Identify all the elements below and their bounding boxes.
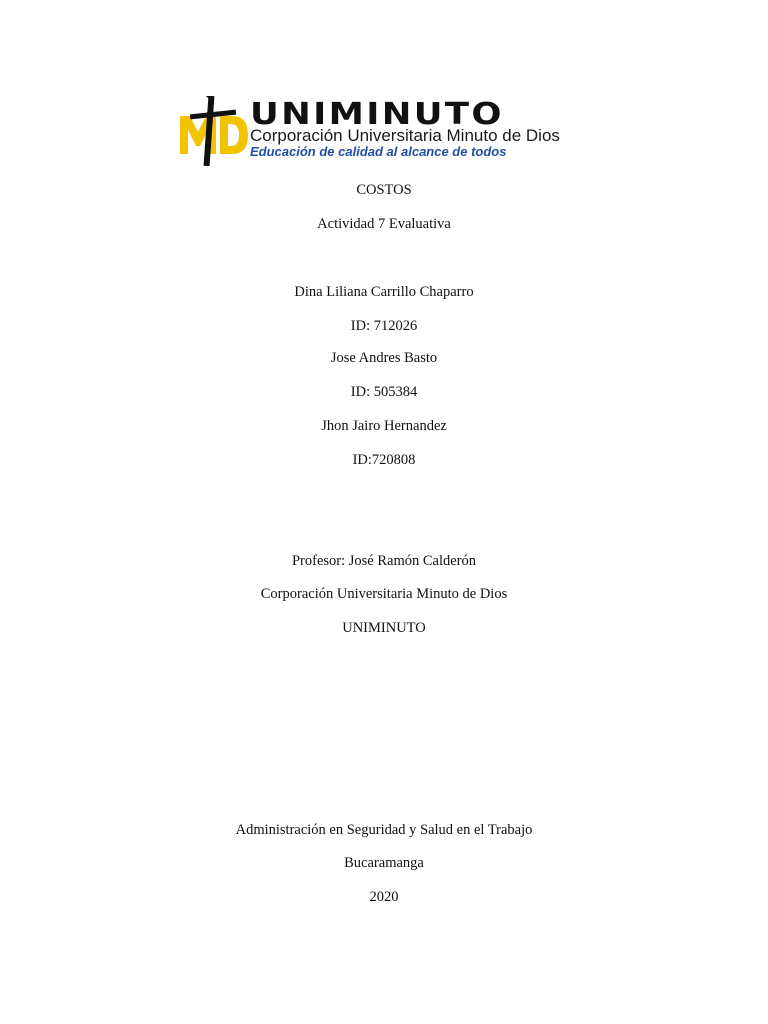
program-name: Administración en Seguridad y Salud en el Trabajo: [235, 822, 533, 838]
city-name: Bucaramanga: [344, 855, 424, 871]
year: 2020: [369, 889, 399, 905]
md-cross-logo-icon: [176, 96, 252, 166]
institution-name: Corporación Universitaria Minuto de Dios: [260, 586, 508, 602]
student-id: ID: 712026: [350, 318, 418, 334]
logo-text: [250, 98, 596, 164]
activity-title: Actividad 7 Evaluativa: [317, 216, 451, 232]
student-name: Jhon Jairo Hernandez: [321, 418, 447, 434]
logo-slogan-line: Educación de calidad al alcance de todos: [250, 144, 507, 159]
student-name: Dina Liliana Carrillo Chaparro: [294, 284, 474, 300]
student-name: Jose Andres Basto: [330, 350, 438, 366]
course-title: COSTOS: [356, 182, 412, 198]
professor-name: Profesor: José Ramón Calderón: [291, 553, 477, 569]
uniminuto-logo: [176, 96, 596, 168]
logo-brand: UNIMINUTO: [250, 97, 504, 132]
institution-short-name: UNIMINUTO: [342, 620, 426, 636]
student-id: ID:720808: [352, 452, 416, 468]
logo-institution-line: Corporación Universitaria Minuto de Dios: [250, 126, 560, 145]
student-id: ID: 505384: [350, 384, 418, 400]
